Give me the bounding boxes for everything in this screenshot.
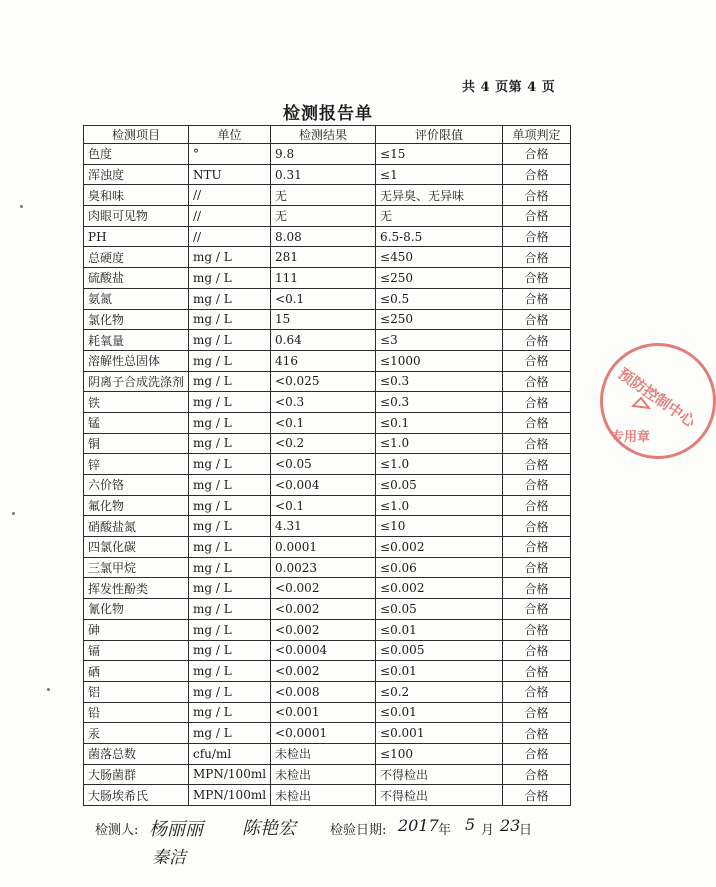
row-limit: ≤0.002	[376, 578, 503, 599]
table-row	[84, 185, 571, 206]
table-body	[84, 144, 571, 806]
row-judgement: 合格	[503, 247, 571, 268]
row-unit: //	[189, 185, 271, 206]
row-result: <0.0004	[271, 640, 376, 661]
row-unit: mg / L	[189, 371, 271, 392]
row-unit: cfu/ml	[189, 743, 271, 764]
stamp-text: 预防控制中心	[614, 364, 699, 431]
row-judgement: 合格	[503, 785, 571, 806]
row-result: 111	[271, 268, 376, 289]
row-item: 硫酸盐	[84, 268, 189, 289]
row-judgement: 合格	[503, 288, 571, 309]
header-result: 检测结果	[271, 126, 376, 144]
row-judgement: 合格	[503, 206, 571, 227]
row-result: <0.004	[271, 475, 376, 496]
official-stamp	[600, 343, 716, 459]
row-limit: ≤0.01	[376, 661, 503, 682]
row-unit: mg / L	[189, 268, 271, 289]
row-item: 砷	[84, 619, 189, 640]
row-result: <0.002	[271, 619, 376, 640]
row-judgement: 合格	[503, 392, 571, 413]
row-unit: //	[189, 226, 271, 247]
row-unit: mg / L	[189, 454, 271, 475]
row-judgement: 合格	[503, 350, 571, 371]
row-judgement: 合格	[503, 764, 571, 785]
row-limit: 无异臭、无异味	[376, 185, 503, 206]
row-result: <0.001	[271, 702, 376, 723]
row-judgement: 合格	[503, 681, 571, 702]
date-month: 5	[465, 815, 476, 834]
row-judgement: 合格	[503, 578, 571, 599]
stamp-graphic	[603, 346, 713, 456]
row-judgement: 合格	[503, 185, 571, 206]
row-judgement: 合格	[503, 412, 571, 433]
row-item: 大肠菌群	[84, 764, 189, 785]
inspector-signature-2: 陈艳宏	[242, 818, 296, 839]
row-unit: mg / L	[189, 309, 271, 330]
table-row	[84, 226, 571, 247]
row-unit: mg / L	[189, 516, 271, 537]
row-limit: ≤0.005	[376, 640, 503, 661]
row-limit: ≤0.06	[376, 557, 503, 578]
date-year-unit: 年	[438, 823, 452, 838]
row-judgement: 合格	[503, 516, 571, 537]
row-result: 无	[271, 185, 376, 206]
row-unit: mg / L	[189, 288, 271, 309]
row-item: 臭和味	[84, 185, 189, 206]
row-limit: ≤0.002	[376, 537, 503, 558]
row-limit: ≤0.2	[376, 681, 503, 702]
header-unit: 单位	[189, 126, 271, 144]
row-limit: ≤0.3	[376, 392, 503, 413]
row-limit: ≤10	[376, 516, 503, 537]
row-item: 铁	[84, 392, 189, 413]
scan-speck	[20, 205, 23, 208]
row-unit: mg / L	[189, 702, 271, 723]
row-unit: //	[189, 206, 271, 227]
row-judgement: 合格	[503, 640, 571, 661]
row-item: 氰化物	[84, 599, 189, 620]
row-result: <0.008	[271, 681, 376, 702]
date-label: 检验日期:	[330, 823, 387, 838]
row-judgement: 合格	[503, 661, 571, 682]
table-row	[84, 661, 571, 682]
row-item: 浑浊度	[84, 164, 189, 185]
row-limit: ≤1000	[376, 350, 503, 371]
row-item: 肉眼可见物	[84, 206, 189, 227]
table-row	[84, 516, 571, 537]
row-result: <0.002	[271, 578, 376, 599]
row-item: 铝	[84, 681, 189, 702]
row-item: 镉	[84, 640, 189, 661]
table-row	[84, 537, 571, 558]
row-result: <0.1	[271, 412, 376, 433]
row-unit: mg / L	[189, 350, 271, 371]
row-result: <0.0001	[271, 723, 376, 744]
row-unit: mg / L	[189, 247, 271, 268]
row-item: 三氯甲烷	[84, 557, 189, 578]
row-item: 铅	[84, 702, 189, 723]
row-judgement: 合格	[503, 371, 571, 392]
row-unit: MPN/100ml	[189, 764, 271, 785]
row-unit: mg / L	[189, 412, 271, 433]
table-row	[84, 785, 571, 806]
row-limit: 不得检出	[376, 764, 503, 785]
scan-speck	[47, 688, 50, 691]
inspector-signature-3: 秦洁	[152, 848, 186, 868]
row-unit: MPN/100ml	[189, 785, 271, 806]
row-unit: mg / L	[189, 681, 271, 702]
row-judgement: 合格	[503, 268, 571, 289]
row-judgement: 合格	[503, 723, 571, 744]
table-row	[84, 433, 571, 454]
page-count: 共 4 页第 4 页	[462, 80, 556, 95]
table-row	[84, 723, 571, 744]
row-result: 15	[271, 309, 376, 330]
table-row	[84, 309, 571, 330]
row-judgement: 合格	[503, 164, 571, 185]
row-item: 菌落总数	[84, 743, 189, 764]
row-result: 未检出	[271, 743, 376, 764]
row-unit: mg / L	[189, 537, 271, 558]
row-judgement: 合格	[503, 619, 571, 640]
row-result: 0.64	[271, 330, 376, 351]
row-result: 0.31	[271, 164, 376, 185]
table-row	[84, 475, 571, 496]
table-row	[84, 268, 571, 289]
row-limit: ≤0.05	[376, 599, 503, 620]
table-row	[84, 764, 571, 785]
report-title: 检测报告单	[283, 104, 373, 124]
row-result: <0.1	[271, 288, 376, 309]
row-limit: 6.5-8.5	[376, 226, 503, 247]
table-row	[84, 578, 571, 599]
row-item: 硝酸盐氮	[84, 516, 189, 537]
signature-row	[95, 815, 615, 843]
table-row	[84, 640, 571, 661]
row-unit: mg / L	[189, 392, 271, 413]
table-row	[84, 412, 571, 433]
row-judgement: 合格	[503, 537, 571, 558]
row-result: 4.31	[271, 516, 376, 537]
row-item: 氨氮	[84, 288, 189, 309]
table-row	[84, 392, 571, 413]
row-result: 无	[271, 206, 376, 227]
row-judgement: 合格	[503, 433, 571, 454]
inspector-label: 检测人:	[95, 823, 139, 838]
row-judgement: 合格	[503, 226, 571, 247]
row-unit: mg / L	[189, 475, 271, 496]
row-item: 汞	[84, 723, 189, 744]
row-item: 大肠埃希氏	[84, 785, 189, 806]
row-limit: ≤0.01	[376, 702, 503, 723]
table-row	[84, 371, 571, 392]
row-unit: NTU	[189, 164, 271, 185]
row-limit: ≤0.01	[376, 619, 503, 640]
row-result: 未检出	[271, 764, 376, 785]
row-unit: mg / L	[189, 433, 271, 454]
row-result: 9.8	[271, 144, 376, 165]
row-judgement: 合格	[503, 743, 571, 764]
row-judgement: 合格	[503, 330, 571, 351]
table-row	[84, 495, 571, 516]
table-row	[84, 681, 571, 702]
table-row	[84, 144, 571, 165]
row-limit: ≤100	[376, 743, 503, 764]
row-judgement: 合格	[503, 495, 571, 516]
row-unit: mg / L	[189, 619, 271, 640]
row-unit: mg / L	[189, 495, 271, 516]
table-row	[84, 743, 571, 764]
row-limit: ≤1.0	[376, 433, 503, 454]
header-limit: 评价限值	[376, 126, 503, 144]
row-result: <0.025	[271, 371, 376, 392]
row-judgement: 合格	[503, 309, 571, 330]
row-unit: mg / L	[189, 330, 271, 351]
date-month-unit: 月	[481, 823, 495, 838]
table-row	[84, 164, 571, 185]
row-judgement: 合格	[503, 454, 571, 475]
row-judgement: 合格	[503, 144, 571, 165]
row-limit: ≤1	[376, 164, 503, 185]
row-result: 0.0001	[271, 537, 376, 558]
row-limit: 不得检出	[376, 785, 503, 806]
row-limit: ≤1.0	[376, 454, 503, 475]
header-item: 检测项目	[84, 126, 189, 144]
row-limit: ≤0.1	[376, 412, 503, 433]
row-unit: mg / L	[189, 578, 271, 599]
row-limit: 无	[376, 206, 503, 227]
table-row	[84, 557, 571, 578]
date-day: 23	[500, 816, 521, 835]
row-result: <0.002	[271, 661, 376, 682]
table-row	[84, 288, 571, 309]
row-result: <0.05	[271, 454, 376, 475]
table-row	[84, 247, 571, 268]
row-limit: ≤3	[376, 330, 503, 351]
row-item: PH	[84, 226, 189, 247]
row-limit: ≤0.5	[376, 288, 503, 309]
row-unit: mg / L	[189, 661, 271, 682]
row-unit: mg / L	[189, 640, 271, 661]
row-result: 8.08	[271, 226, 376, 247]
row-item: 锰	[84, 412, 189, 433]
row-result: 416	[271, 350, 376, 371]
table-row	[84, 599, 571, 620]
row-judgement: 合格	[503, 475, 571, 496]
table-row	[84, 702, 571, 723]
row-item: 色度	[84, 144, 189, 165]
row-item: 阴离子合成洗涤剂	[84, 371, 189, 392]
row-judgement: 合格	[503, 702, 571, 723]
row-result: <0.002	[271, 599, 376, 620]
row-item: 挥发性酚类	[84, 578, 189, 599]
row-item: 锌	[84, 454, 189, 475]
row-result: 0.0023	[271, 557, 376, 578]
stamp-text-2: 专用章	[611, 430, 651, 445]
row-limit: ≤15	[376, 144, 503, 165]
row-result: 未检出	[271, 785, 376, 806]
row-item: 六价铬	[84, 475, 189, 496]
table-row	[84, 350, 571, 371]
row-limit: ≤0.3	[376, 371, 503, 392]
scan-speck	[12, 512, 15, 515]
row-item: 硒	[84, 661, 189, 682]
table-row	[84, 330, 571, 351]
date-year: 2017	[398, 816, 439, 835]
row-unit: °	[189, 144, 271, 165]
row-result: 281	[271, 247, 376, 268]
table-row	[84, 206, 571, 227]
row-result: <0.1	[271, 495, 376, 516]
row-item: 溶解性总固体	[84, 350, 189, 371]
row-item: 四氯化碳	[84, 537, 189, 558]
date-day-unit: 日	[519, 823, 533, 838]
row-unit: mg / L	[189, 723, 271, 744]
row-item: 总硬度	[84, 247, 189, 268]
row-limit: ≤250	[376, 268, 503, 289]
row-limit: ≤0.05	[376, 475, 503, 496]
inspector-signature-1: 杨丽丽	[149, 819, 203, 840]
row-limit: ≤450	[376, 247, 503, 268]
test-report-table	[83, 125, 571, 806]
table-row	[84, 619, 571, 640]
table-row	[84, 454, 571, 475]
row-item: 氯化物	[84, 309, 189, 330]
header-judgement: 单项判定	[503, 126, 571, 144]
row-item: 耗氧量	[84, 330, 189, 351]
row-result: <0.2	[271, 433, 376, 454]
table-header-row	[84, 126, 571, 144]
row-limit: ≤0.001	[376, 723, 503, 744]
row-unit: mg / L	[189, 557, 271, 578]
row-unit: mg / L	[189, 599, 271, 620]
row-judgement: 合格	[503, 599, 571, 620]
row-item: 铜	[84, 433, 189, 454]
row-judgement: 合格	[503, 557, 571, 578]
row-limit: ≤250	[376, 309, 503, 330]
row-item: 氟化物	[84, 495, 189, 516]
row-result: <0.3	[271, 392, 376, 413]
row-limit: ≤1.0	[376, 495, 503, 516]
